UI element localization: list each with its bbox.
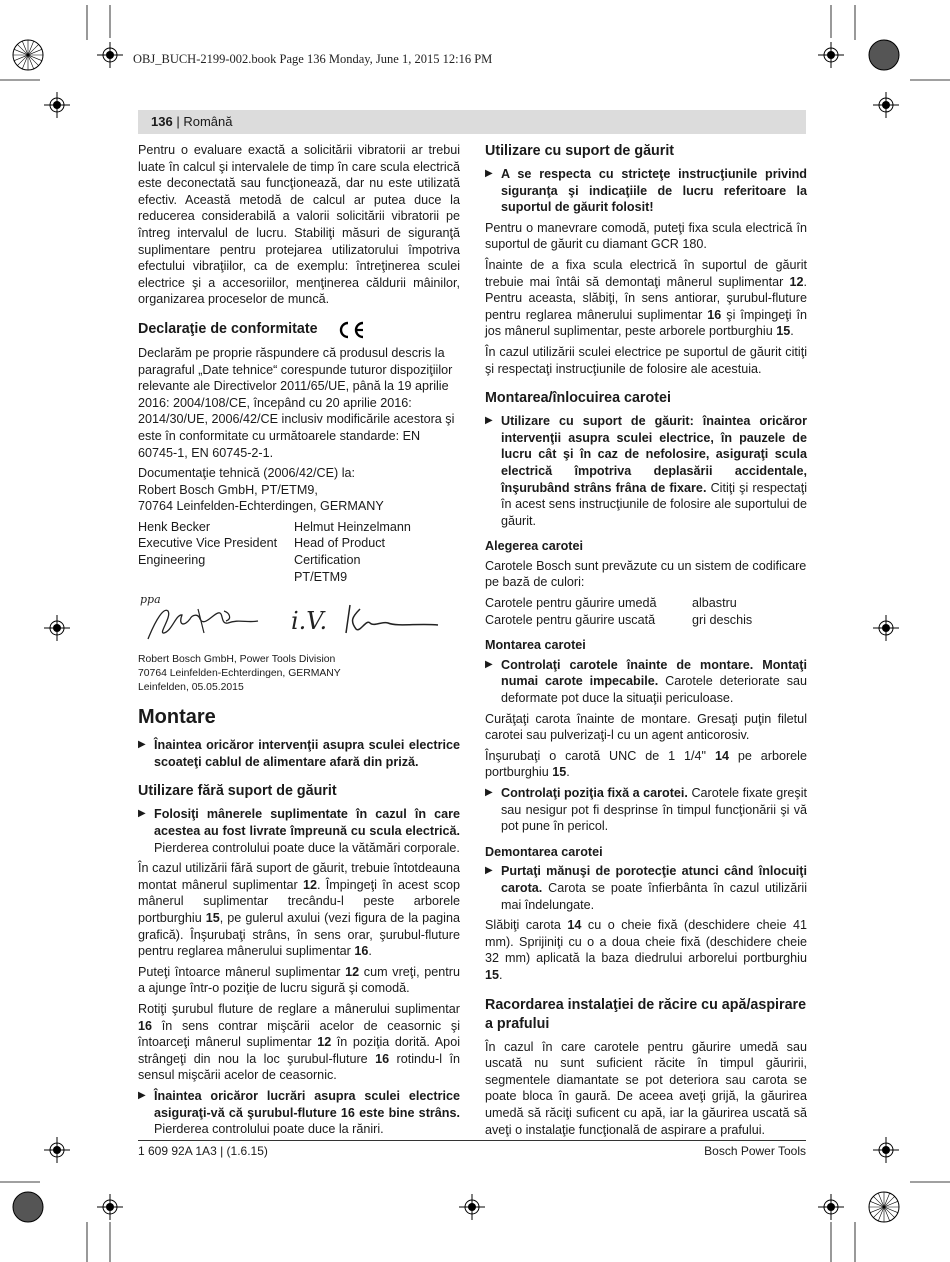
fara-paragraph-3: Rotiţi şurubul fluture de reglare a mânerului suplimentar 16 în sens contrar mişcării acelor de ceasornic şi întoarceţi mânerul suplimentar 12 în poziţia dorită. Apoi strângeţi din nou la loc şurubul-fluture 16 rotindu-l în sensul mişcării acelor de ceasornic. — [138, 1001, 460, 1083]
header-language: Română — [183, 114, 233, 129]
ce-mark-icon — [336, 320, 366, 340]
montc-bullet-1 — [485, 657, 807, 707]
montc-bullet-2-bold: Controlaţi poziţia fixă a carotei. — [501, 786, 688, 800]
signatory-1 — [138, 519, 294, 585]
triangle-right-icon: ▶ — [138, 739, 146, 751]
signatory-1-name: Henk Becker — [138, 519, 211, 534]
footer-rule — [138, 1140, 806, 1141]
mont-bullet-bold: Utilizare cu suport de găurit: înaintea oricăror intervenţii asupra sculei electrice, în pauzele de lucru cât şi în caz de nefolosire, asiguraţi scula electrică împotriva deplasării accidentale, înşurubând strâns frâna de fixare. — [501, 414, 807, 495]
signatory-2-dept: PT/ETM9 — [294, 569, 348, 584]
dem-bullet-bold: Purtaţi mănuşi de porotecţie atunci când înlocuiţi carota. — [501, 864, 807, 895]
registration-dot-icon — [13, 1192, 43, 1222]
triangle-right-icon: ▶ — [485, 168, 493, 179]
doc-line-2: Robert Bosch GmbH, PT/ETM9, — [138, 482, 318, 497]
dem-heading: Demontarea carotei — [485, 844, 603, 859]
fara-heading: Utilizare fără suport de găurit — [138, 783, 337, 800]
cu-bullet-text: A se respecta cu stricteţe instrucţiunile privind siguranţa şi indicaţiile de lucru referitoare la suportul de găurit folosit! — [501, 167, 807, 215]
footer-right: Bosch Power Tools — [704, 1144, 806, 1158]
crop-cross-icon — [818, 42, 844, 68]
registration-star-icon — [13, 40, 43, 70]
montc-bullet-2-text: Carotele fixate greşit sau nesigur pot fi desprinse în timpul funcţionării şi vă pot pune în pericol. — [501, 786, 807, 834]
company-line-1: Robert Bosch GmbH, Power Tools Division — [138, 654, 336, 666]
cu-paragraph-3: În cazul utilizării sculei electrice pe suportul de găurit citiţi şi respectaţi instrucţiunile de folosire ale acestuia. — [485, 344, 807, 376]
company-line-2: 70764 Leinfelden-Echterdingen, GERMANY — [138, 668, 341, 680]
triangle-right-icon: ▶ — [485, 865, 493, 877]
montc-paragraph-1: Curăţaţi carota înainte de montare. Gresaţi puţin filetul carotei sau pulverizaţi-l cu un agent anticorosiv. — [485, 711, 807, 743]
fara-paragraph-1: În cazul utilizării fără suport de găurit, trebuie întotdeauna montat mânerul suplimentar 12. Împingeţi în acest scop mânerul suplimentar trecându-l peste arborele portburghiu 15, pe gulerul axului (vezi figura de la pagina grafică). Înşurubaţi strâns, în sens orar, şurubul-fluture pentru reglarea mânerului suplimentar 16. — [138, 861, 460, 959]
registration-star-icon — [869, 1192, 899, 1222]
sig-ppa: ppa — [140, 593, 161, 607]
doc-line-1: Documentaţie tehnică (2006/42/CE) la: — [138, 466, 356, 481]
company-line-3: Leinfelden, 05.05.2015 — [138, 682, 244, 694]
aleg-paragraph: Carotele Bosch sunt prevăzute cu un sistem de codificare pe bază de culori: — [485, 558, 807, 590]
montc-heading: Montarea carotei — [485, 638, 586, 653]
fara-bullet-1 — [138, 806, 460, 856]
fara-paragraph-2: Puteţi întoarce mânerul suplimentar 12 cum vreţi, pentru a ajunge într-o poziţie de lucru sigură şi comodă. — [138, 964, 460, 996]
page-header — [138, 110, 806, 134]
signatory-1-title: Executive Vice President — [138, 536, 278, 551]
cu-bullet — [485, 166, 807, 216]
fara-bullet-2-text: Pierderea controlului poate duce la răniri. — [154, 1122, 384, 1137]
page-number: 136 — [151, 114, 173, 129]
fara-bullet-2 — [138, 1088, 460, 1138]
dem-paragraph: Slăbiţi carota 14 cu o cheie fixă (deschidere cheie 41 mm). Sprijiniţi cu o a doua cheie fixă (deschidere cheie 32 mm) aplicată la baza diedrului arborelui portburghiu 15. — [485, 918, 807, 982]
triangle-right-icon: ▶ — [485, 658, 493, 670]
triangle-right-icon: ▶ — [485, 415, 493, 427]
cu-heading: Utilizare cu suport de găurit — [485, 143, 675, 159]
sig-iv: i.V. — [291, 607, 328, 636]
conformity-text: Declarăm pe proprie răspundere că produsul descris la paragraful „Date tehnice“ corespunde tuturor dispoziţiilor relevante ale Directivelor 2011/65/UE, până la 19 aprilie 2016: 2004/108/CE, începând cu 20 aprilie 2016: 2014/30/UE, 2006/42/CE inclusiv modificările acestora şi este în conformitate cu următoarele standarde: EN 60745-1, EN 60745-2-1. — [138, 345, 455, 460]
crop-cross-icon — [44, 92, 70, 118]
intro-paragraph: Pentru o evaluare exactă a solicitării vibratorii ar trebui luate în calcul şi intervalele de timp în care scula electrică este deconectată sau funcţionează, dar nu este utilizată efectiv. Această metodă de calcul ar putea duce la reducerea considerabilă a valorii solicitării vibratorii pe întreg intervalul de lucru. Stabiliţi măsuri de siguranţă suplimentare pentru protejarea utilizatorului împotriva efectului vibraţiilor, ca de exemplu: întreţinerea sculei electrice şi a accesoriilor, menţinerea căldurii mâinilor, organizarea proceselor de muncă. — [138, 143, 460, 307]
crop-cross-icon — [97, 42, 123, 68]
rac-heading: Racordarea instalaţiei de răcire cu apă/aspirare a prafului — [485, 996, 807, 1032]
rac-paragraph: În cazul în care carotele pentru găurire umedă sau uscată nu sunt suficient răcite în timpul găuririi, segmentele diamantate se pot deteriora sau carota se poate bloca în gaură. De aceea aveţi grijă, la găurirea umedă să răciţi suficent cu apă, iar la găurirea uscată să aveţi o instalaţie funcţională de aspirare a prafului. — [485, 1039, 807, 1137]
dem-bullet-text: Carota se poate înfierbânta în cazul utilizării mai îndelungate. — [501, 880, 807, 912]
dem-bullet — [485, 863, 807, 913]
cu-paragraph-2: Înainte de a fixa scula electrică în suportul de găurit trebuie mai întâi să demontaţi mânerul suplimentar 12. Pentru aceasta, slăbiţi, în sens antiorar, şurubul-fluture pentru reglarea mânerului suplimentar 16 şi împingeţi în jos mânerul suplimentar, peste arborele portburghiu 15. — [485, 257, 807, 339]
crop-cross-icon — [44, 615, 70, 641]
montc-bullet-1-bold: Controlaţi carotele înainte de montare. Montaţi numai carote impecabile. — [501, 657, 807, 689]
header-separator: | — [176, 114, 180, 129]
company-block — [138, 653, 460, 695]
signatory-2 — [294, 519, 450, 585]
crop-cross-icon — [459, 1194, 485, 1220]
mont-bullet-text: Citiţi şi respectaţi în acest sens instrucţiunile de folosire ale suportului de găurit. — [501, 480, 807, 528]
triangle-right-icon: ▶ — [485, 787, 493, 798]
signatory-2-name: Helmut Heinzelmann — [294, 519, 411, 534]
mont-heading: Montarea/înlocuirea carotei — [485, 390, 671, 407]
right-column — [485, 142, 807, 1142]
signatory-1-dept: Engineering — [138, 553, 206, 568]
triangle-right-icon: ▶ — [138, 1089, 146, 1101]
triangle-right-icon: ▶ — [138, 808, 146, 820]
aleg-row-2: Carotele pentru găurire uscată gri deschis — [485, 612, 753, 627]
montc-bullet-2 — [485, 785, 807, 835]
left-column — [138, 142, 460, 1142]
aleg-row-1: Carotele pentru găurire umedă albastru — [485, 596, 737, 611]
cu-paragraph-1: Pentru o manevrare comodă, puteţi fixa scula electrică în suportul de găurit cu diamant GCR 180. — [485, 220, 807, 252]
doc-line-3: 70764 Leinfelden-Echterdingen, GERMANY — [138, 499, 384, 514]
montare-bullet-text: Înaintea oricăror intervenţii asupra sculei electrice scoateţi cablul de alimentare afară din priză. — [154, 738, 460, 769]
conformity-title: Declaraţie de conformitate — [138, 321, 318, 338]
montc-bullet-1-text: Carotele deteriorate sau deformate pot duce la situaţii periculoase. — [501, 674, 807, 706]
signatories — [138, 519, 460, 585]
crop-cross-icon — [97, 1194, 123, 1220]
registration-dot-icon — [869, 40, 899, 70]
mont-bullet — [485, 413, 807, 529]
conformity-heading — [138, 320, 460, 340]
crop-cross-icon — [873, 615, 899, 641]
crop-cross-icon — [873, 92, 899, 118]
aleg-heading: Alegerea carotei — [485, 539, 584, 554]
montare-heading: Montare — [138, 706, 216, 729]
page-header-text — [151, 114, 232, 129]
fara-bullet-1-text: Pierderea controlului poate duce la vătămări corporale. — [154, 840, 460, 855]
signatory-2-title: Head of Product Certification — [294, 536, 386, 568]
fara-bullet-2-bold: Înaintea oricăror lucrări asupra sculei electrice asiguraţi-vă că şurubul-fluture 16 este bine strâns. — [154, 1088, 460, 1120]
fara-bullet-1-bold: Folosiţi mânerele suplimentate în cazul în care acestea au fost livrate împreună cu scula electrică. — [154, 807, 460, 839]
crop-cross-icon — [818, 1194, 844, 1220]
crop-cross-icon — [873, 1137, 899, 1163]
footer-left: 1 609 92A 1A3 | (1.6.15) — [138, 1144, 268, 1158]
handwritten-signatures-icon — [138, 589, 460, 649]
montare-bullet — [138, 737, 460, 770]
crop-cross-icon — [44, 1137, 70, 1163]
montc-paragraph-2: Înşurubaţi o carotă UNC de 1 1/4" 14 pe arborele portburghiu 15. — [485, 748, 807, 780]
print-info: OBJ_BUCH-2199-002.book Page 136 Monday, June 1, 2015 12:16 PM — [133, 52, 493, 66]
signatures — [138, 589, 460, 649]
